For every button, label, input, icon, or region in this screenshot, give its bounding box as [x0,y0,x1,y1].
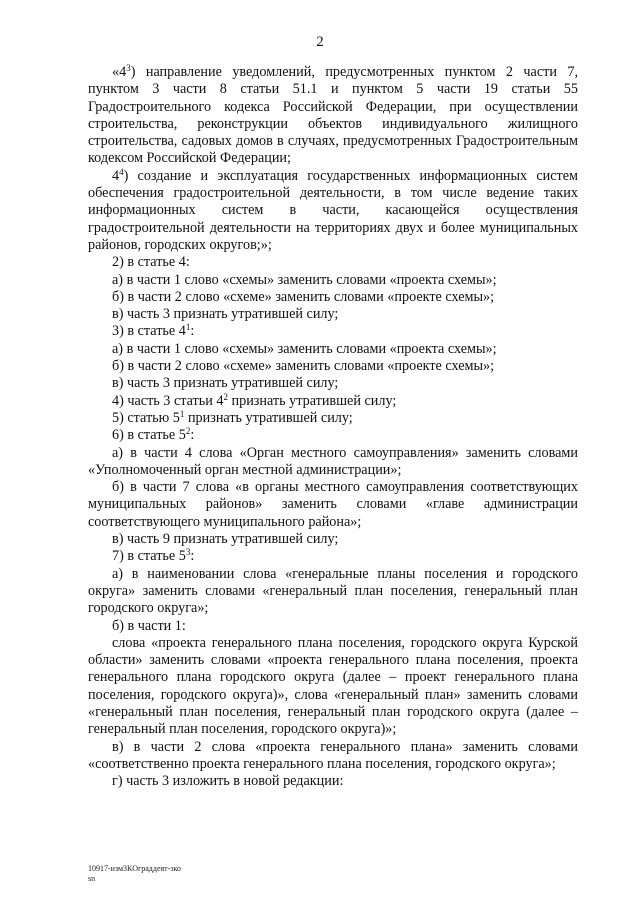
paragraph [88,168,578,254]
paragraph-text: 7) в статье 5 [112,548,186,565]
document-body [88,64,578,790]
paragraph-text: б) в части 1: [112,617,186,634]
superscript: 3 [185,547,191,558]
paragraph-text: 3) в статье 4 [112,323,186,340]
paragraph-text: : [190,548,195,565]
page-number: 2 [316,34,324,50]
paragraph-text: б) в части 2 слово «схеме» заменить словами «проекте схемы»; [112,288,495,305]
paragraph-text: ) создание и эксплуатация государственных информационных систем обеспечения градостроительной деятельности, в том числе ведение таких информационных систем в части, касающейся осуществления градостроительной деятельности на территориях двух и более муниципальных районов, городских округов;»; [88,167,578,253]
paragraph [88,618,578,635]
superscript: 3 [126,63,131,73]
superscript: 4 [119,166,124,177]
paragraph-text: в) часть 3 признать утратившей силу; [112,375,339,392]
paragraph-text: а) в части 1 слово «схемы» заменить словами «проекта схемы»; [112,340,497,357]
paragraph [88,306,578,323]
paragraph-text: в) в части 2 слова «проекта генерального плана» заменить словами «соответственно проекта генерального плана поселения, городского округа»; [88,738,578,772]
paragraph-text: ) направление уведомлений, предусмотренных пунктом 2 части 7, пунктом 3 части 8 статьи 51.1 и пунктом 5 части 19 статьи 55 Градостроительного кодекса Российской Федерации, при осуществлении строительства, реконструкции объектов индивидуального жилищного строительства, садовых домов в случаях, предусмотренных Градостроительным кодексом Российской Федерации; [88,64,578,167]
paragraph-text: 5) статью 5 [112,409,180,426]
paragraph-text: 4) часть 3 статьи 4 [112,392,224,409]
paragraph-text: г) часть 3 изложить в новой редакции: [112,773,344,790]
paragraph [88,548,578,565]
footer-file-code: 10917-изм3КОграддеят-зко [88,864,181,873]
superscript: 1 [179,408,185,419]
paragraph [88,289,578,306]
paragraph [88,393,578,410]
footer-initials: sn [88,874,96,883]
paragraph-text: б) в части 2 слово «схеме» заменить словами «проекте схемы»; [112,358,495,375]
paragraph-text: в) часть 3 признать утратившей силу; [112,306,339,323]
paragraph [88,323,578,340]
paragraph-text: признать утратившей силу; [184,409,353,426]
paragraph [88,566,578,618]
paragraph [88,358,578,375]
superscript: 2 [185,426,191,437]
paragraph-text: а) в наименовании слова «генеральные планы поселения и городского округа» заменить словами «генеральный план поселения, генеральный план городского округа»; [88,565,578,617]
paragraph [88,773,578,790]
paragraph [88,479,578,531]
paragraph-text: а) в части 4 слова «Орган местного самоуправления» заменить словами «Уполномоченный орган местной администрации»; [88,444,578,478]
paragraph-text: слова «проекта генерального плана поселения, городского округа Курской области» заменить словами «проекта генерального плана поселения, проекта генерального плана городского округа (далее – проект генерального плана поселения, городского округа)», слова «генеральный план» заменить словами «генеральный план поселения, генеральный план городского округа (далее – генеральный план поселения, городского округа)»; [88,634,578,738]
paragraph [88,531,578,548]
paragraph-text: в) часть 9 признать утратившей силу; [112,531,339,548]
paragraph [88,635,578,739]
paragraph [88,445,578,480]
paragraph-text: 4 [112,167,120,184]
paragraph-text: 2) в статье 4: [112,254,190,271]
paragraph [88,64,578,168]
footer [88,864,181,884]
paragraph-text: «4 [112,64,127,80]
paragraph [88,254,578,271]
paragraph-text: : [190,427,195,444]
superscript: 2 [223,391,228,402]
paragraph [88,375,578,392]
paragraph [88,341,578,358]
paragraph-text: а) в части 1 слово «схемы» заменить словами «проекта схемы»; [112,271,497,288]
paragraph-text: : [190,323,195,340]
paragraph [88,410,578,427]
paragraph [88,739,578,774]
paragraph-text: признать утратившей силу; [227,392,397,409]
superscript: 1 [185,322,191,333]
paragraph [88,272,578,289]
paragraph [88,427,578,444]
paragraph-text: б) в части 7 слова «в органы местного самоуправления соответствующих муниципальных районов» заменить словами «главе администрации соответствующего муниципального района»; [88,479,578,530]
paragraph-text: 6) в статье 5 [112,427,186,444]
